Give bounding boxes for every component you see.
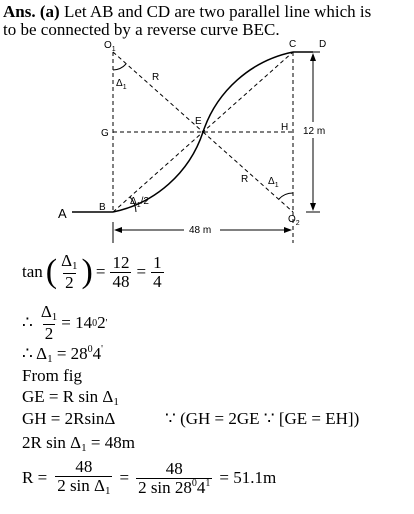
answer-text-2: to be connected by a reverse curve BEC. — [3, 20, 280, 39]
reverse-curve-figure — [0, 0, 414, 250]
equation-2r: 2R $\sin \Delta_1 = 48m$ — [22, 433, 135, 454]
angle-arc-o2 — [279, 193, 293, 199]
answer-prefix: Ans. — [3, 2, 36, 21]
answer-part: (a) — [39, 2, 60, 21]
label-delta-top: $\Delta_1$ — [116, 78, 127, 91]
label-r-bottom: R — [241, 174, 249, 185]
label-c: C — [289, 39, 297, 50]
equation-gh-reason: ∵ (GH = 2GE ∵ [GE = EH]) — [165, 409, 360, 428]
label-a: A — [58, 206, 67, 221]
equation-delta: ∴ $\Delta_1 = 28^04'$ — [22, 344, 103, 365]
line-o1-e — [113, 52, 203, 132]
reverse-curve-lower — [113, 132, 203, 212]
label-delta-half: $\Delta_1/2$ — [130, 196, 149, 209]
equation-r-result: R = $\frac{48}{2 \sin \Delta_1}$ = $\frac{48}{2 \sin 28^04^1}$ = 51.1m — [22, 457, 277, 498]
from-fig: From fig — [22, 366, 82, 385]
label-h: H — [281, 122, 289, 133]
line-e-o2 — [203, 132, 293, 212]
reverse-curve-upper — [203, 52, 293, 132]
label-o2: $O_2$ — [288, 214, 300, 227]
label-12m: 12 m — [303, 126, 326, 137]
equation-tan: tan ( $\frac{\Delta_1}{2}$ ) = $\frac{12}{48}$ = $\frac{1}{4}$ — [22, 251, 162, 292]
equation-ge: GE = R $\sin \Delta_1$ — [22, 387, 119, 408]
label-d: D — [319, 39, 327, 50]
label-o1: $O_1$ — [104, 40, 116, 53]
equation-half-angle: ∴ $\frac{\Delta_1}{2}$ = 14 0 2 ' — [22, 302, 108, 343]
label-48m: 48 m — [189, 225, 212, 236]
label-g: G — [101, 128, 109, 139]
label-delta-bottom: $\Delta_1$ — [268, 176, 279, 189]
label-e: E — [195, 116, 202, 127]
label-b: B — [99, 202, 106, 213]
label-r-top: R — [152, 72, 160, 83]
equation-gh: GH = 2RsinΔ — [22, 409, 116, 428]
answer-text-1: Let AB and CD are two parallel line which is — [63, 2, 372, 21]
angle-arc-o1 — [113, 64, 126, 70]
